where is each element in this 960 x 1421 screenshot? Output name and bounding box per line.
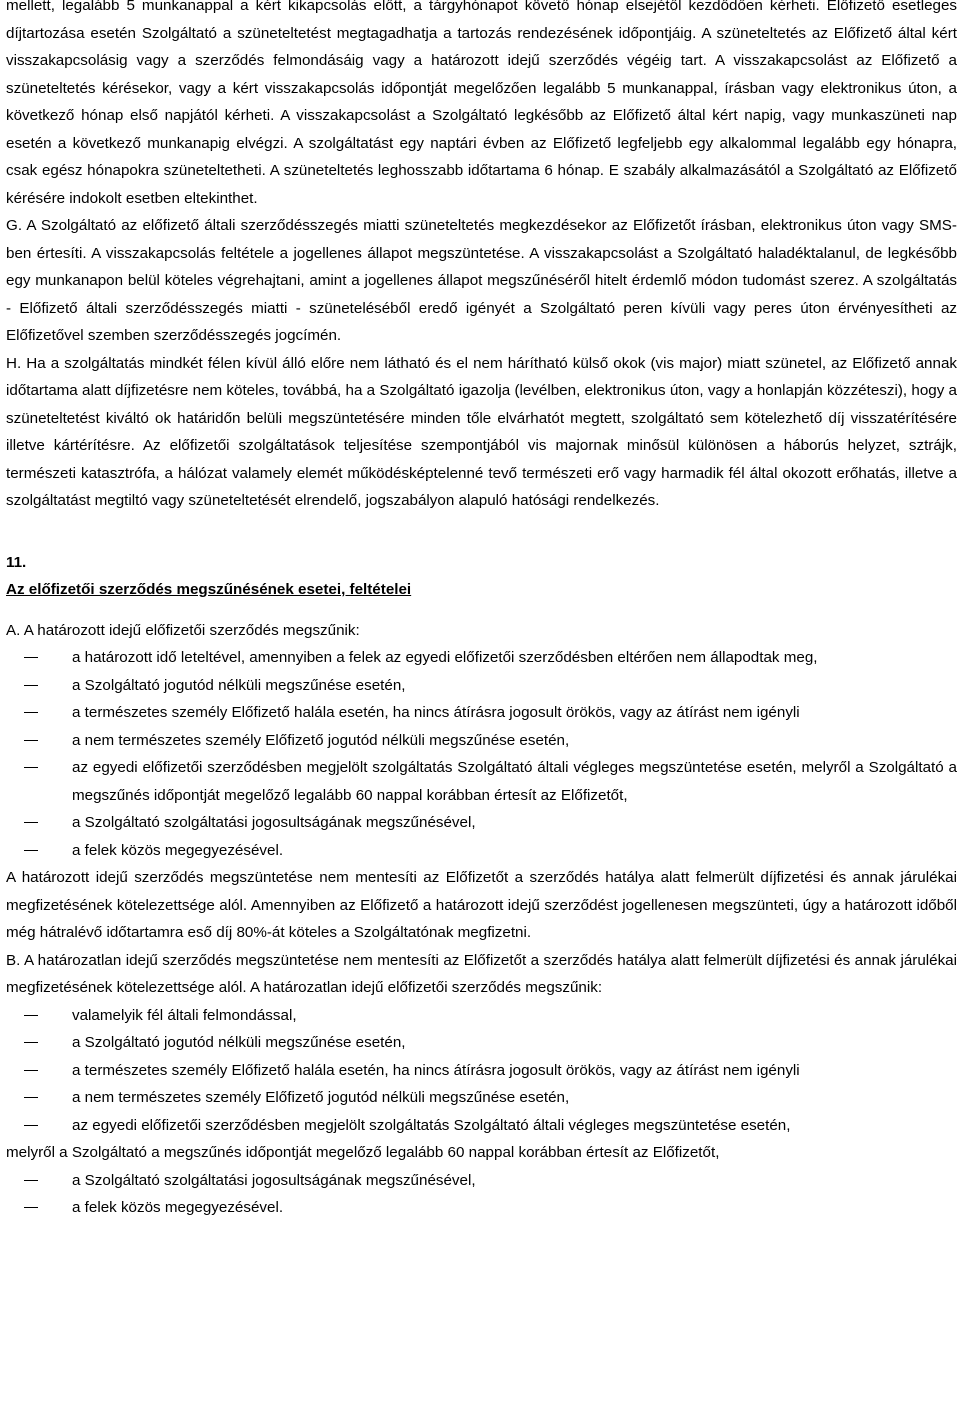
paragraph-suspension-text: mellett, legalább 5 munkanappal a kért kikapcsolás előtt, a tárgyhónapot követő hónap elsejétől kezdődően kérheti. Előfizető esetleges díjtartozása esetén Szolgáltató a szüneteltetést megtagadhatja a tartozás rendezésének időpontjáig. A szüneteltetés az Előfizető által kért visszakapcsolásig vagy a szerződés felmondásáig vagy a határozott idejű szerződés végéig tart. A visszakapcsolást az Előfizető a szüneteltetés kérésekor, vagy a kért visszakapcsolás időpontját megelőzően legalább 5 munkanappal, írásban vagy elektronikus úton, a következő hónap első napjától kérheti. A visszakapcsolást a Szolgáltató legkésőbb az Előfizető által kért napig, vagy munkaszüneti nap esetén a következő munkanapig elvégzi. A szolgáltatást egy naptári évben az Előfizető legfeljebb egy alkalommal legalább egy hónapra, csak egész hónapokra szüneteltetheti. A szüneteltetés leghosszabb időtartama 6 hónap. E szabály alkalmazásától a Szolgáltató az Előfizető kérésére indokolt esetben eltekinthet. (6, 0, 957, 207)
part-b-intro-text: A határozatlan idejű szerződés megszüntetése nem mentesíti az Előfizetőt a szerződés hatálya alatt felmerült díjfizetési és annak járulékai megfizetésének kötelezettsége alól. A határozatlan idejű előfizetői szerződés megszűnik: (6, 951, 957, 996)
paragraph-h-text: Ha a szolgáltatás mindkét félen kívül álló előre nem látható és el nem hárítható külső okok (vis major) miatt szünetel, az Előfizető annak időtartama alatt díjfizetésre nem köteles, továbbá, ha a Szolgáltató igazolja (levélben, elektronikus úton, vagy a honlapján közzéteszi), hogy a szüneteltetést kiváltó ok határidőn belüli megszüntetésére minden tőle elvárhatót megtett, szolgáltató sem kötelezhető díj visszatérítésére illetve kártérítésre. Az előfizetői szolgáltatások teljesítése szempontjából vis majornak minősül különösen a háborús helyzet, sztrájk, természeti katasztrófa, a hálózat valamely elemét működésképtelenné tevő természeti erő vagy harmadik fél által okozott erőhatás, illetve a szolgáltatást megtiltó vagy szüneteltetését elrendelő, jogszabályon alapuló hatósági rendelkezés. (6, 354, 957, 509)
list-item (6, 1112, 957, 1167)
part-a-intro (6, 617, 957, 645)
list-item: a határozott idő leteltével, amennyiben a felek az egyedi előfizetői szerződésben eltérően nem állapodtak meg, (6, 644, 957, 672)
list-item: a nem természetes személy Előfizető jogutód nélküli megszűnése esetén, (6, 1084, 957, 1112)
paragraph-g (6, 212, 957, 350)
list-item: a nem természetes személy Előfizető jogutód nélküli megszűnése esetén, (6, 727, 957, 755)
paragraph-h (6, 350, 957, 515)
paragraph-h-label: H. (6, 354, 22, 372)
list-item: valamelyik fél általi felmondással, (6, 1002, 957, 1030)
part-b-list (6, 1002, 957, 1222)
part-b-intro (6, 947, 957, 1002)
list-item: a Szolgáltató szolgáltatási jogosultságának megszűnésével, (6, 809, 957, 837)
part-a-intro-text: A határozott idejű előfizetői szerződés megszűnik: (20, 621, 360, 639)
part-a-label: A. (6, 621, 21, 639)
section-title: Az előfizetői szerződés megszűnésének esetei, feltételei (6, 581, 412, 598)
list-item: a felek közös megegyezésével. (6, 1194, 957, 1222)
list-item-line: melyről a Szolgáltató a megszűnés időpontját megelőző legalább 60 nappal korábban értesít az Előfizetőt, (6, 1144, 720, 1161)
paragraph-g-text: A Szolgáltató az előfizető általi szerződésszegés miatti szüneteltetés megkezdésekor az Előfizetőt írásban, elektronikus úton vagy SMS-ben értesíti. A visszakapcsolás feltétele a jogellenes állapot megszüntetése. A visszakapcsolást a Szolgáltató haladéktalanul, de legkésőbb egy munkanapon belül köteles végrehajtani, amint a jogellenes állapot megszűnéséről hitelt érdemlő módon tudomást szerez. A szolgáltatás - Előfizető általi szerződésszegés miatti - szüneteléséből eredő igényét a Szolgáltató peren kívüli vagy peres úton érvényesítheti az Előfizetővel szemben szerződésszegés jogcímén. (6, 217, 957, 344)
list-item: a Szolgáltató jogutód nélküli megszűnése esetén, (6, 1029, 957, 1057)
part-a-list (6, 644, 957, 864)
paragraph-suspension (6, 0, 957, 212)
paragraph-g-label: G. (6, 217, 23, 234)
section-heading (6, 549, 957, 604)
list-item: a Szolgáltató szolgáltatási jogosultságának megszűnésével, (6, 1167, 957, 1195)
section-number: 11. (6, 553, 27, 571)
list-item: a természetes személy Előfizető halála esetén, ha nincs átírásra jogosult örökös, vagy az átírást nem igényli (6, 699, 957, 727)
list-item: a felek közös megegyezésével. (6, 837, 957, 865)
list-item: a természetes személy Előfizető halála esetén, ha nincs átírásra jogosult örökös, vagy az átírást nem igényli (6, 1057, 957, 1085)
list-item: az egyedi előfizetői szerződésben megjelölt szolgáltatás Szolgáltató általi végleges megszüntetése esetén, melyről a Szolgáltató a megszűnés időpontját megelőző legalább 60 nappal korábban értesít az Előfizetőt, (6, 754, 957, 809)
part-a-after: A határozott idejű szerződés megszüntetése nem mentesíti az Előfizetőt a szerződés hatálya alatt felmerült díjfizetési és annak járulékai megfizetésének kötelezettsége alól. Amennyiben az Előfizető a határozott idejű szerződést jogellenesen megszünteti, úgy a határozott időből még hátralévő időtartamra eső díj 80%-át köteles a Szolgáltatónak megfizetni. (6, 869, 957, 941)
list-item-line: az egyedi előfizetői szerződésben megjelölt szolgáltatás Szolgáltató általi végleges megszüntetése esetén, (72, 1116, 791, 1134)
list-item: a Szolgáltató jogutód nélküli megszűnése esetén, (6, 672, 957, 700)
document-page (6, 0, 957, 1222)
part-b-label: B. (6, 951, 21, 969)
